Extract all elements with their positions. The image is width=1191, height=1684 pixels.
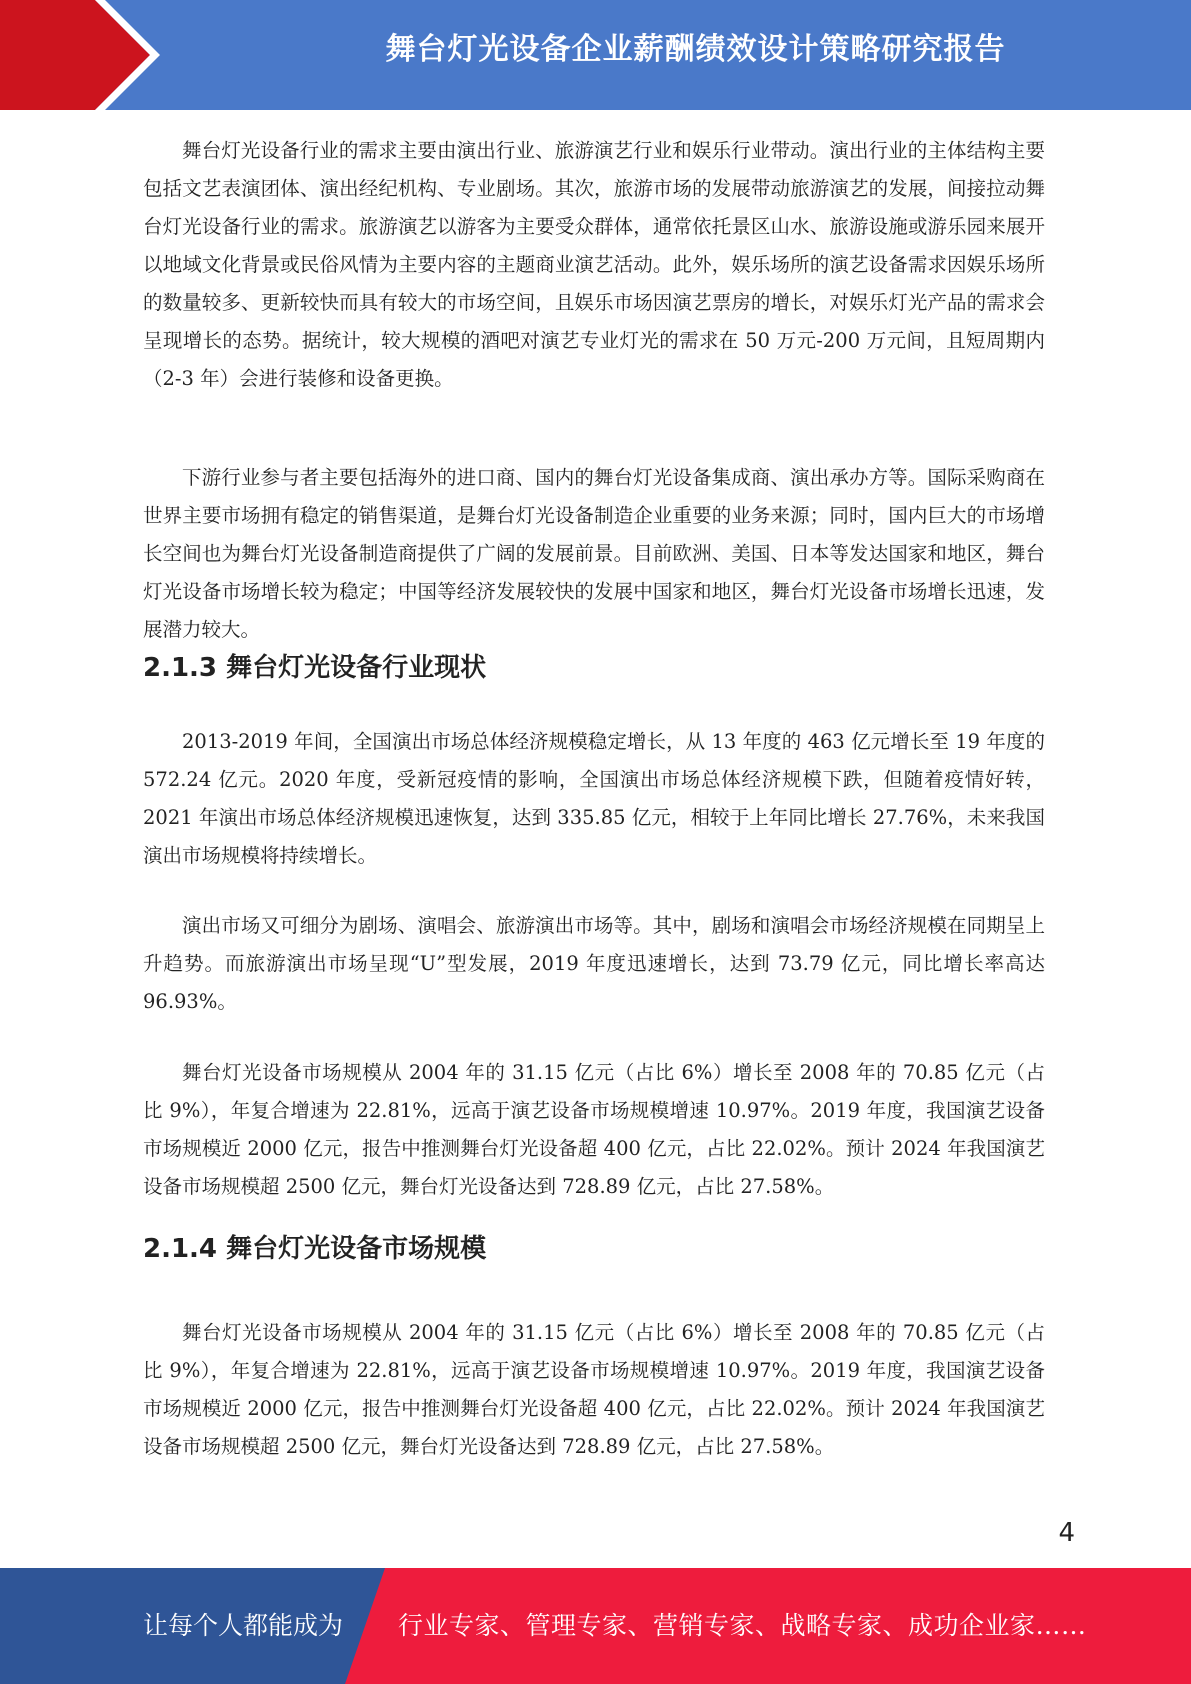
section-heading-market-scale: 2.1.4 舞台灯光设备市场规模: [143, 1234, 487, 1264]
paragraph-market-segments: 演出市场又可细分为剧场、演唱会、旅游演出市场等。其中，剧场和演唱会市场经济规模在同期呈上升趋势。而旅游演出市场呈现“U”型发展，2019 年度迅速增长，达到 73.79 亿元，同比增长率高达 96.93%。: [143, 914, 1045, 1013]
report-title: 舞台灯光设备企业薪酬绩效设计策略研究报告: [385, 32, 1006, 67]
paragraph-downstream-participants: 下游行业参与者主要包括海外的进口商、国内的舞台灯光设备集成商、演出承办方等。国际采购商在世界主要市场拥有稳定的销售渠道，是舞台灯光设备制造企业重要的业务来源；同时，国内巨大的市场增长空间也为舞台灯光设备制造商提供了广阔的发展前景。目前欧洲、美国、日本等发达国家和地区，舞台灯光设备市场增长较为稳定；中国等经济发展较快的发展中国家和地区，舞台灯光设备市场增长迅速，发展潜力较大。: [143, 466, 1045, 641]
footer-slogan-left: 让每个人都能成为: [143, 1611, 344, 1640]
section-heading-industry-status: 2.1.3 舞台灯光设备行业现状: [143, 653, 487, 683]
paragraph-performance-market-growth: 2013-2019 年间，全国演出市场总体经济规模稳定增长，从 13 年度的 463 亿元增长至 19 年度的 572.24 亿元。2020 年度，受新冠疫情的影响，全国演出市场总体经济规模下跌，但随着疫情好转，2021 年演出市场总体经济规模迅速恢复，达到 335.85 亿元，相较于上年同比增长 27.76%，未来我国演出市场规模将持续增长。: [143, 730, 1045, 867]
header-red-chevron: [0, 0, 150, 110]
page-footer: [0, 1568, 1191, 1684]
page-number: 4: [1058, 1518, 1075, 1548]
paragraph-lighting-market-size: 舞台灯光设备市场规模从 2004 年的 31.15 亿元（占比 6%）增长至 2008 年的 70.85 亿元（占比 9%），年复合增速为 22.81%，远高于演艺设备市场规模增速 10.97%。2019 年度，我国演艺设备市场规模近 2000 亿元，报告中推测舞台灯光设备超 400 亿元，占比 22.02%。预计 2024 年我国演艺设备市场规模超 2500 亿元，舞台灯光设备达到 728.89 亿元，占比 27.58%。: [143, 1061, 1045, 1198]
footer-slogan-right: 行业专家、管理专家、营销专家、战略专家、成功企业家……: [398, 1611, 1087, 1640]
page-header: [0, 0, 1191, 110]
paragraph-demand-drivers: 舞台灯光设备行业的需求主要由演出行业、旅游演艺行业和娱乐行业带动。演出行业的主体结构主要包括文艺表演团体、演出经纪机构、专业剧场。其次，旅游市场的发展带动旅游演艺的发展，间接拉动舞台灯光设备行业的需求。旅游演艺以游客为主要受众群体，通常依托景区山水、旅游设施或游乐园来展开以地域文化背景或民俗风情为主要内容的主题商业演艺活动。此外，娱乐场所的演艺设备需求因娱乐场所的数量较多、更新较快而具有较大的市场空间，且娱乐市场因演艺票房的增长，对娱乐灯光产品的需求会呈现增长的态势。据统计，较大规模的酒吧对演艺专业灯光的需求在 50 万元-200 万元间，且短周期内（2-3 年）会进行装修和设备更换。: [143, 139, 1045, 390]
paragraph-lighting-market-scale: 舞台灯光设备市场规模从 2004 年的 31.15 亿元（占比 6%）增长至 2008 年的 70.85 亿元（占比 9%），年复合增速为 22.81%，远高于演艺设备市场规模增速 10.97%。2019 年度，我国演艺设备市场规模近 2000 亿元，报告中推测舞台灯光设备超 400 亿元，占比 22.02%。预计 2024 年我国演艺设备市场规模超 2500 亿元，舞台灯光设备达到 728.89 亿元，占比 27.58%。: [143, 1321, 1045, 1458]
